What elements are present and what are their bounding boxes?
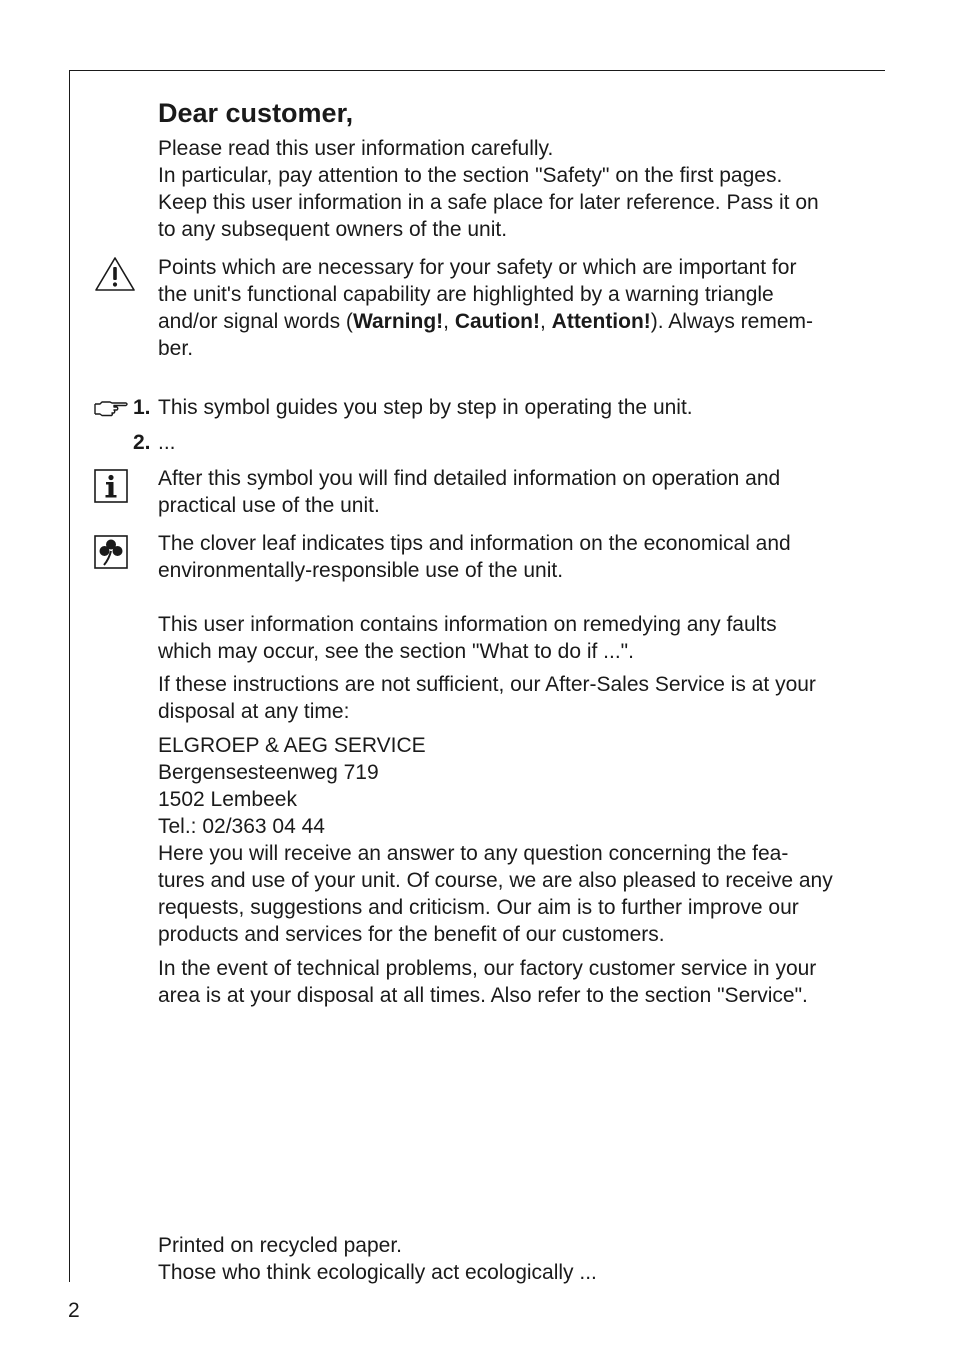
page-number: 2 — [68, 1299, 80, 1322]
intro-line: to any subsequent owners of the unit. — [158, 218, 508, 241]
answer-line: tures and use of your unit. Of course, we are also pleased to receive any — [158, 869, 833, 892]
signal-word-caution: Caution! — [454, 310, 540, 333]
clover-leaf-icon — [94, 535, 128, 569]
step-text: This symbol guides you step by step in operating the unit. — [158, 396, 693, 419]
clover-line: environmentally-responsible use of the unit. — [158, 559, 564, 582]
signal-word-attention: Attention! — [551, 310, 651, 333]
warning-line: and/or signal words ( — [158, 310, 353, 333]
clover-paragraph — [158, 530, 863, 584]
intro-paragraph — [158, 135, 863, 243]
warning-triangle-icon — [93, 255, 137, 293]
address-street: Bergensesteenweg 719 — [158, 761, 379, 784]
faults-paragraph — [158, 611, 863, 665]
aftersales-line: If these instructions are not sufficient, our After-Sales Service is at your — [158, 673, 816, 696]
footer-note — [158, 1232, 863, 1286]
technical-paragraph — [158, 955, 863, 1009]
intro-line: Please read this user information carefully. — [158, 137, 554, 160]
top-rule — [69, 70, 885, 71]
signal-word-warning: Warning! — [352, 310, 444, 333]
footer-line: Printed on recycled paper. — [158, 1234, 402, 1257]
warning-line: ). Always remem- — [650, 310, 813, 333]
technical-line: area is at your disposal at all times. Also refer to the section "Service". — [158, 984, 808, 1007]
faults-line: This user information contains information on remedying any faults — [158, 613, 777, 636]
address-phone: Tel.: 02/363 04 44 — [158, 815, 325, 838]
technical-line: In the event of technical problems, our factory customer service in your — [158, 957, 817, 980]
answer-line: products and services for the benefit of our customers. — [158, 923, 665, 946]
info-line: practical use of the unit. — [158, 494, 380, 517]
page-heading: Dear customer, — [158, 98, 354, 128]
step-text: ... — [158, 431, 176, 454]
separator: , — [443, 310, 455, 333]
footer-line: Those who think ecologically act ecologically ... — [158, 1261, 597, 1284]
left-rule — [69, 70, 70, 1282]
aftersales-paragraph — [158, 671, 863, 725]
answer-paragraph — [158, 840, 863, 948]
warning-line: ber. — [158, 337, 194, 360]
warning-paragraph — [158, 254, 863, 362]
clover-line: The clover leaf indicates tips and information on the economical and — [158, 532, 791, 555]
aftersales-line: disposal at any time: — [158, 700, 350, 723]
separator: , — [539, 310, 552, 333]
answer-line: requests, suggestions and criticism. Our aim is to further improve our — [158, 896, 799, 919]
step-number: 2. — [133, 431, 151, 454]
intro-line: Keep this user information in a safe place for later reference. Pass it on — [158, 191, 819, 214]
info-icon — [94, 469, 128, 503]
info-line: After this symbol you will find detailed information on operation and — [158, 467, 781, 490]
warning-line: the unit's functional capability are highlighted by a warning triangle — [158, 283, 774, 306]
pointing-hand-icon — [93, 398, 129, 418]
step-number: 1. — [133, 396, 151, 419]
faults-line: which may occur, see the section "What to do if ...". — [158, 640, 634, 663]
address-city: 1502 Lembeek — [158, 788, 297, 811]
address-company: ELGROEP & AEG SERVICE — [158, 734, 426, 757]
answer-line: Here you will receive an answer to any question concerning the fea- — [158, 842, 789, 865]
warning-line: Points which are necessary for your safety or which are important for — [158, 256, 797, 279]
intro-line: In particular, pay attention to the section "Safety" on the first pages. — [158, 164, 783, 187]
service-address — [158, 732, 863, 840]
info-paragraph — [158, 465, 863, 519]
